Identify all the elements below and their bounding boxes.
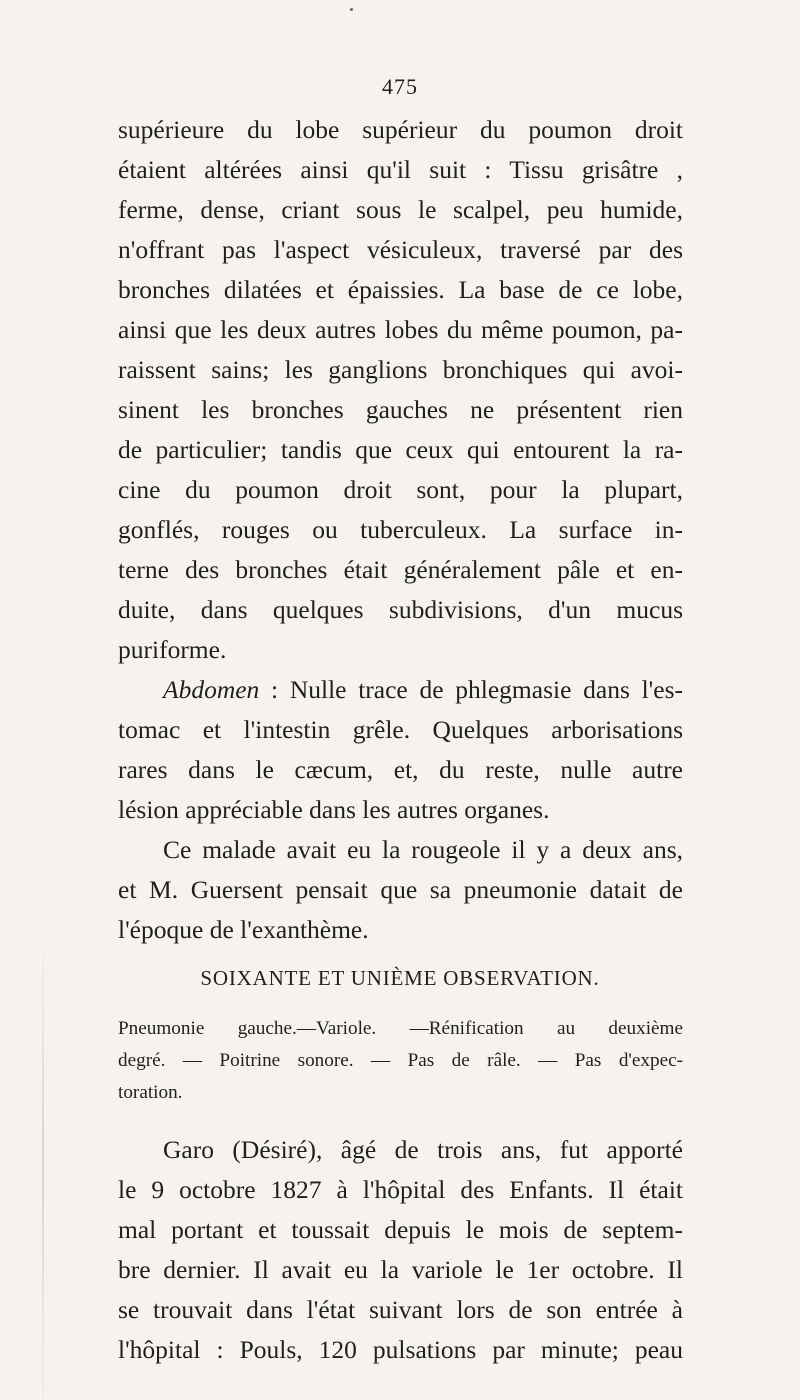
body-line: bre dernier. Il avait eu la variole le 1er octobre. Il bbox=[118, 1255, 683, 1284]
abdomen-line bbox=[118, 670, 683, 710]
body-line: et M. Guersent pensait que sa pneumonie datait de bbox=[118, 875, 683, 904]
body-line: terne des bronches était généralement pâle et en- bbox=[118, 555, 683, 584]
section-heading: SOIXANTE ET UNIÈME OBSERVATION. bbox=[200, 966, 600, 990]
body-line: Ce malade avait eu la rougeole il y a deux ans, bbox=[163, 835, 683, 864]
abdomen-text: : Nulle trace de phlegmasie dans l'es- bbox=[259, 675, 683, 704]
body-line: n'offrant pas l'aspect vésiculeux, traversé par des bbox=[118, 235, 683, 264]
body-line: bronches dilatées et épaissies. La base de ce lobe, bbox=[118, 275, 683, 304]
body-line: supérieure du lobe supérieur du poumon droit bbox=[118, 115, 683, 144]
summary-line: Pneumonie gauche.—Variole. —Rénification au deuxième bbox=[118, 1018, 683, 1039]
body-line: Garo (Désiré), âgé de trois ans, fut apporté bbox=[163, 1135, 683, 1164]
summary-line: degré. — Poitrine sonore. — Pas de râle. — Pas d'expec- bbox=[118, 1050, 683, 1071]
body-line: tomac et l'intestin grêle. Quelques arborisations bbox=[118, 715, 683, 744]
body-line: mal portant et toussait depuis le mois de septem- bbox=[118, 1215, 683, 1244]
body-line: sinent les bronches gauches ne présentent rien bbox=[118, 395, 683, 424]
body-line: puriforme. bbox=[118, 635, 227, 664]
summary-line: toration. bbox=[118, 1082, 183, 1103]
abdomen-label: Abdomen bbox=[163, 675, 260, 704]
body-line: ferme, dense, criant sous le scalpel, peu humide, bbox=[118, 195, 683, 224]
body-line: lésion appréciable dans les autres organes. bbox=[118, 795, 550, 824]
body-line: l'hôpital : Pouls, 120 pulsations par minute; peau bbox=[118, 1335, 683, 1364]
body-line: gonflés, rouges ou tuberculeux. La surface in- bbox=[118, 515, 683, 544]
page-number: 475 bbox=[382, 74, 418, 99]
body-line: ainsi que les deux autres lobes du même poumon, pa- bbox=[118, 315, 683, 344]
body-line: cine du poumon droit sont, pour la plupart, bbox=[118, 475, 683, 504]
body-line: duite, dans quelques subdivisions, d'un mucus bbox=[118, 595, 683, 624]
ink-speck bbox=[350, 8, 353, 11]
body-line: rares dans le cæcum, et, du reste, nulle autre bbox=[118, 755, 683, 784]
body-line: l'époque de l'exanthème. bbox=[118, 915, 369, 944]
body-line: raissent sains; les ganglions bronchiques qui avoi- bbox=[118, 355, 683, 384]
body-line: se trouvait dans l'état suivant lors de son entrée à bbox=[118, 1295, 683, 1324]
body-line: le 9 octobre 1827 à l'hôpital des Enfants. Il était bbox=[118, 1175, 683, 1204]
body-line: étaient altérées ainsi qu'il suit : Tissu grisâtre , bbox=[118, 155, 683, 184]
body-line: de particulier; tandis que ceux qui entourent la ra- bbox=[118, 435, 683, 464]
